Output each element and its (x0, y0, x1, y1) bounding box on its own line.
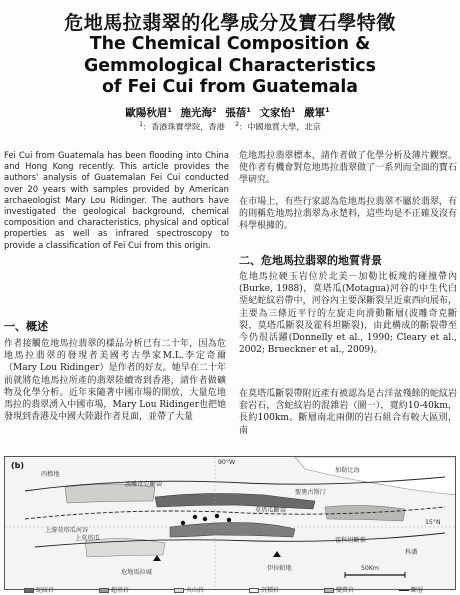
metamorphic-block-east (325, 505, 405, 521)
section-heading-overview: 一、概述 (4, 320, 48, 333)
author-list (0, 105, 460, 120)
affil-text: ：香港珠寶學院，香港 (142, 121, 225, 132)
geology-paragraph-2: 在莫塔瓜斷裂帶附近產有被認為是古洋盆殘餘的蛇紋岩套岩石，含蛇紋岩的混雜岩（圖一），寬約10-40km，長約100km。斷層南北兩側的岩石組合有較大區別，南 (239, 389, 457, 436)
place-label-san-agustin: 聖奧古斯汀 (295, 489, 326, 496)
legend-swatch (399, 590, 409, 591)
author-name: 歐陽秋眉 (125, 107, 168, 119)
region-label-la-palmilla: 上莫塔瓜 (75, 535, 100, 542)
legend-item (99, 585, 129, 594)
author-sup: 1 (167, 105, 172, 114)
legend-item (324, 585, 354, 594)
overview-paragraph: 作者接觸危地馬拉翡翠的樣品分析已有二十年，因為危地馬拉翡翠的發現者美國考古學家M.L.李定奇爾（Mary Lou Ridinger）是作者的好友。她早在二十年前就將危地馬拉所產的翡翠陸續寄到香港，請作者做礦物及化學分析。近年來隨著中國市場的開放，大量危地馬拉的翡翠湧入中國市場，Mary Lou Ridinger也把她發現到香港及中國大陸跟作者見面，並帶了大量 (4, 339, 226, 423)
author-sup: 2 (212, 105, 217, 114)
geological-map-figure (4, 456, 456, 590)
sample-point (193, 515, 197, 519)
legend-item (399, 585, 423, 594)
legend-swatch (24, 588, 34, 593)
title-en-line: The Chemical Composition & (89, 34, 371, 54)
affiliations (0, 121, 460, 133)
legend-label: 火山岩 (186, 587, 205, 594)
sample-point (227, 518, 231, 522)
author-name: 嚴軍 (304, 107, 326, 119)
legend-item (174, 585, 204, 594)
sample-point (215, 514, 219, 518)
legend-label: 蛇紋岩 (36, 587, 55, 594)
sample-point (181, 521, 185, 525)
article-title-chinese: 危地馬拉翡翠的化學成分及寶石學特徵 (64, 12, 396, 34)
affil-sup: 2 (235, 121, 240, 128)
map-legend (4, 585, 456, 595)
city-marker (273, 551, 281, 557)
legend-label: 斷層 (411, 587, 424, 594)
author-sup: 1 (246, 105, 251, 114)
sample-point (203, 517, 207, 521)
caribbean-label: 加勒比海 (335, 467, 360, 474)
city-label: 危地馬拉城 (121, 569, 152, 576)
serpentinite-belt (155, 493, 315, 509)
author-name: 張蓓 (225, 107, 247, 119)
legend-item (249, 585, 279, 594)
legend-label: 沉積岩 (261, 587, 280, 594)
paragraph-right-1: 危地馬拉翡翠標本，請作者做了化學分析及薄片觀察。使作者有機會對危地馬拉翡翠做了一系列而全面的寶石學研究。 (239, 151, 457, 186)
legend-swatch (99, 588, 109, 593)
affil-sup: 1 (139, 121, 143, 128)
city-marker (153, 555, 161, 561)
author-name: 施光海 (180, 107, 213, 119)
serpentinite-belt-south (170, 523, 295, 538)
place-label-copan: 科潘 (405, 549, 418, 556)
polochic-label: 波雕奇克斷裂 (125, 481, 163, 488)
scale-label: 50Km (361, 565, 379, 572)
longitude-label: 90°W (218, 459, 236, 466)
legend-swatch (249, 588, 259, 593)
title-en-line: Gemmological Characteristics (83, 55, 377, 76)
legend-swatch (324, 588, 334, 593)
abstract-english: Fei Cui from Guatemala has been flooding into China and Hong Kong recently. This article provides the authors' analysis of Guatemalan Fei Cui conducted over 20 years with samples provided by American archaeologist Mary Lou Ridinger. The authors have investigated the geological background, chemical composition and characteristics, physical and optical properties as well as infrared spectroscopy to provide a classification of Fei Cui from this origin. (4, 150, 229, 250)
title-en-line: of Fei Cui from Guatemala (101, 77, 359, 97)
author-sup: 1 (325, 105, 330, 114)
legend-label: 變質岩 (336, 587, 355, 594)
article-title-english (0, 34, 460, 99)
paragraph-right-2: 在市場上，有些行家認為危地馬拉翡翠不屬於翡翠，有的則稱危地馬拉翡翠為永楚料，這些均是不正確及沒有科學根據的。 (239, 197, 457, 232)
figure-tag: (b) (11, 461, 25, 470)
jocotan-label: 霍科坦斷裂 (335, 537, 366, 544)
region-label-upper-motagua: 上游莫塔瓜河谷 (45, 527, 89, 534)
geology-paragraph: 危地馬拉硬玉岩位於北美－加勒比板塊的碰撞帶內(Burke, 1988)，莫塔瓜(Motagua)河谷的中生代白堊紀蛇紋岩帶中，河谷內主要深斷裂呈近東西向展布，主要為三條近平行的左旋走向滑動斷層(波雕奇克斷裂，莫塔瓜斷裂及霍科坦斷裂)，由此構成的斷裂帶至今仍很活躍(Donnelly et al., 1990; Cleary et al., 2002; Brueckner et al., 2009)。 (239, 272, 457, 356)
legend-swatch (174, 588, 184, 593)
region-label: 丙標地 (41, 471, 60, 478)
author-name: 文家怡 (259, 107, 291, 119)
motagua-label: 莫塔瓜斷裂 (255, 507, 286, 514)
legend-label: 超基岩 (111, 587, 130, 594)
author-sup: 1 (290, 105, 296, 114)
region-label-montana: 伊拉帕地 (267, 565, 292, 572)
latitude-label: 15°N (425, 519, 441, 526)
affil-text: ：中國地質大學，北京 (239, 121, 321, 132)
legend-item (24, 585, 54, 594)
section-heading-geology: 二、危地馬拉翡翠的地質背景 (239, 254, 382, 267)
geological-map-svg (5, 457, 456, 590)
